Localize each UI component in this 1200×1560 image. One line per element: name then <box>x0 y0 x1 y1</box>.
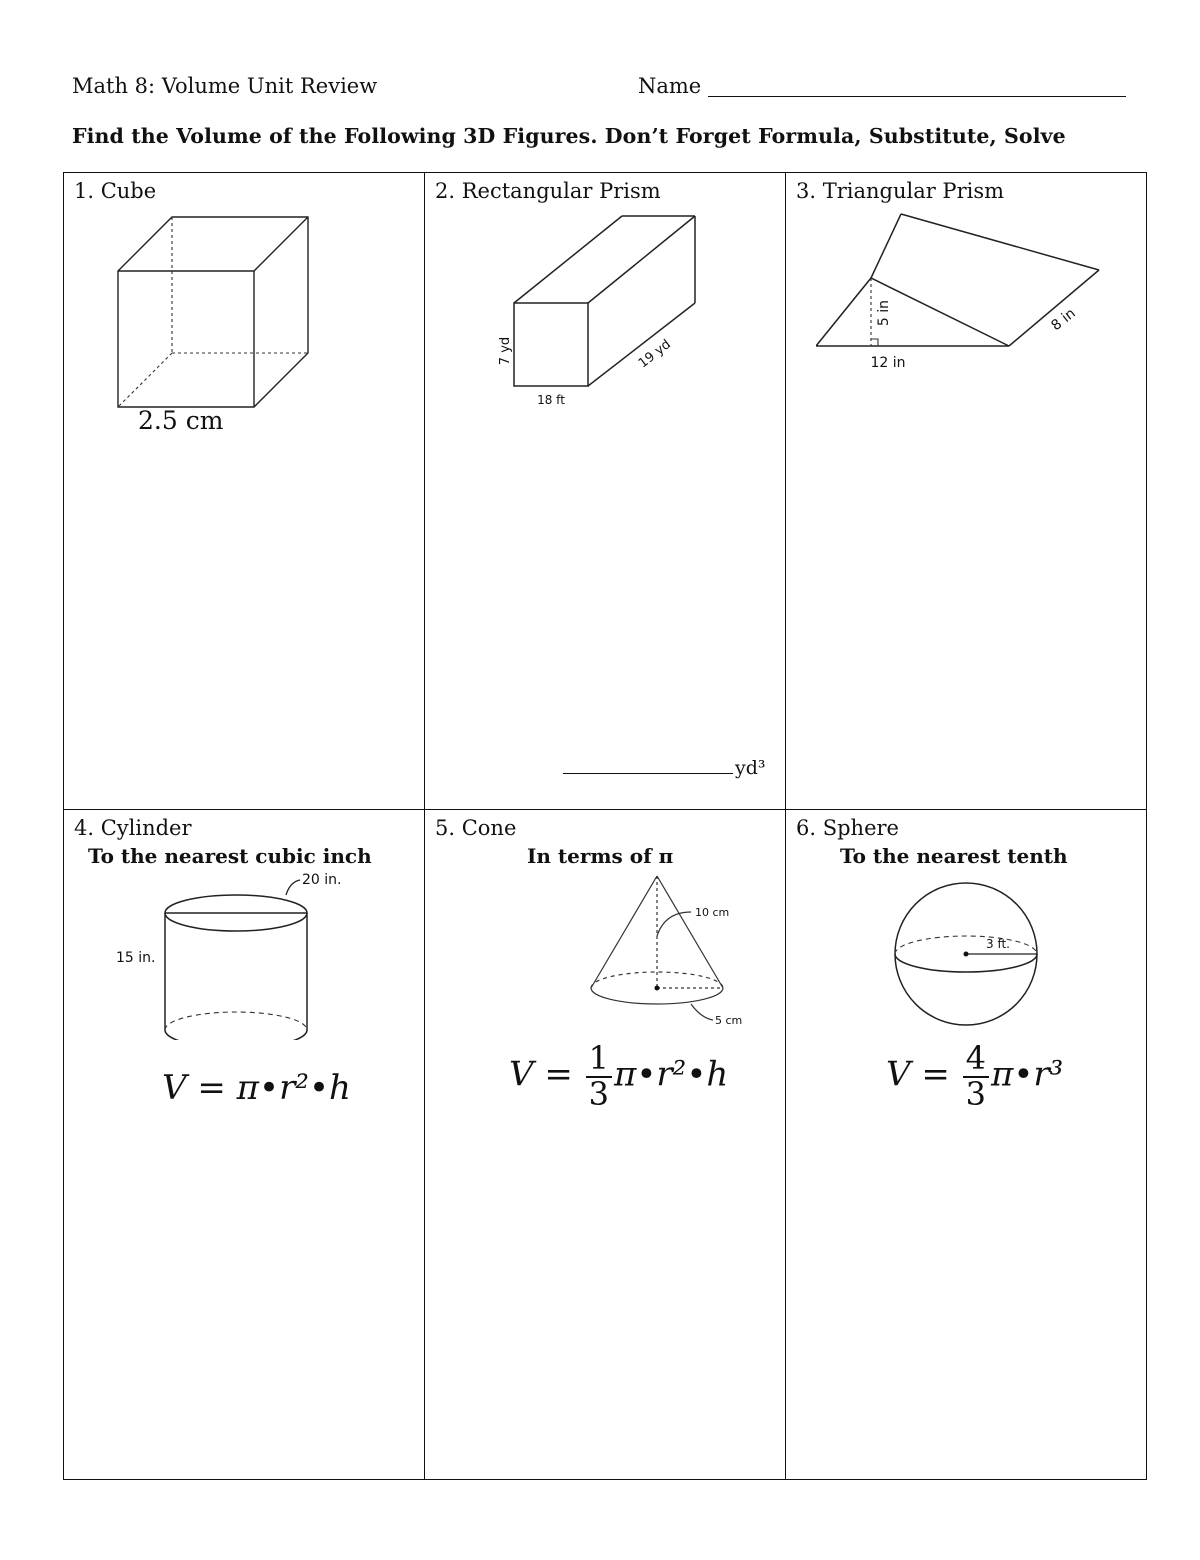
cylinder-figure <box>104 870 404 1040</box>
width-label: 18 ft <box>537 393 565 407</box>
problem-label: 3. Triangular Prism <box>796 179 1005 203</box>
length-label: 19 yd <box>635 337 674 372</box>
diameter-label: 20 in. <box>302 872 342 888</box>
name-label: Name <box>638 74 702 98</box>
problem-label: 2. Rectangular Prism <box>435 179 661 203</box>
answer-blank[interactable] <box>563 757 766 779</box>
problem-subtitle: In terms of π <box>527 844 674 868</box>
problem-triangular-prism[interactable] <box>786 173 1146 810</box>
worksheet-title: Math 8: Volume Unit Review <box>72 74 378 98</box>
answer-unit: yd³ <box>735 757 766 779</box>
problem-cube[interactable] <box>64 173 425 810</box>
problem-label: 4. Cylinder <box>74 816 192 840</box>
problem-cone[interactable] <box>425 810 786 1479</box>
triangular-prism-figure <box>816 209 1136 389</box>
problem-label: 1. Cube <box>74 179 157 203</box>
problem-sphere[interactable] <box>786 810 1146 1479</box>
height-label: 5 in <box>876 299 892 327</box>
problem-subtitle: To the nearest cubic inch <box>88 844 372 868</box>
problem-cylinder[interactable] <box>64 810 425 1479</box>
problem-label: 5. Cone <box>435 816 517 840</box>
length-label: 8 in <box>1048 305 1079 335</box>
problem-label: 6. Sphere <box>796 816 899 840</box>
height-label: 15 in. <box>116 950 156 966</box>
radius-label: 5 cm <box>715 1014 743 1027</box>
cone-figure <box>515 872 755 1042</box>
height-label: 10 cm <box>695 906 730 919</box>
formula: V = $\frac{1}{3}$ π•r²•h <box>509 1039 729 1113</box>
name-field-line[interactable] <box>708 96 1126 97</box>
radius-label: 3 ft. <box>986 937 1010 951</box>
problem-rectangular-prism[interactable] <box>425 173 786 810</box>
cube-figure <box>104 203 364 443</box>
rectangular-prism-figure <box>485 211 765 411</box>
formula: V = $\frac{4}{3}$ π•r³ <box>886 1039 1064 1113</box>
sphere-figure <box>886 874 1046 1034</box>
height-label: 7 yd <box>498 336 513 366</box>
instructions: Find the Volume of the Following 3D Figures. Don’t Forget Formula, Substitute, Solve <box>72 124 1066 148</box>
formula: V = π•r²•h <box>162 1068 351 1108</box>
problem-grid <box>63 172 1147 1480</box>
base-label: 12 in <box>870 355 906 371</box>
cube-side-label: 2.5 cm <box>138 406 224 435</box>
problem-subtitle: To the nearest tenth <box>840 844 1068 868</box>
answer-line[interactable] <box>563 773 733 774</box>
